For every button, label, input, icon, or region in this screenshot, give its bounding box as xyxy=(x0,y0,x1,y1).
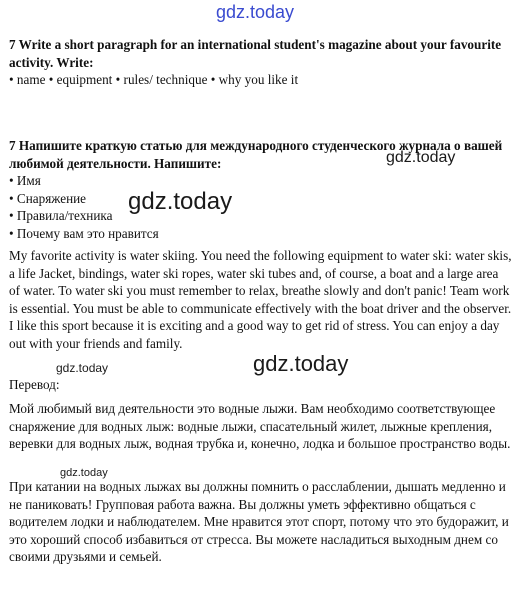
answer-english xyxy=(9,247,512,352)
translation-text: При катании на водных лыжах вы должны помнить о расслаблении, дышать медленно и не паниковать! Групповая работа важна. Вы должны уметь эффективно общаться с водителем лодки и наблюдателем. Мне нравится этот спорт, потому что это будоражит, и это хороший способ избавиться от стресса. Вы можете насладиться выходным днем со своими друзьями и семьей. xyxy=(9,479,509,564)
task-russian-title: 7 Напишите краткую статью для международного студенческого журнала о вашей любимой деятельности. Напишите: xyxy=(9,138,503,171)
translation-paragraph xyxy=(9,400,512,453)
watermark-logo: gdz.today xyxy=(128,188,233,215)
task-russian-item: • Почему вам это нравится xyxy=(9,225,159,241)
translation-label: Перевод: xyxy=(9,377,60,392)
translation-paragraph xyxy=(9,478,512,566)
task-english-points: • name • equipment • rules/ technique • why you like it xyxy=(9,72,299,87)
watermark-logo: gdz.today xyxy=(60,467,108,479)
task-english xyxy=(9,36,512,89)
answer-english-text: My favorite activity is water skiing. You need the following equipment to water ski: water skis, a life Jacket, bindings, water ski ropes, water ski tubes and, of course, a boat and a large area of water. To water ski you must remember to relax, breathe slowly and don't panic! Team work is essential. You must be able to communicate effectively with the boat driver and the observer. I like this sport because it is exciting and a good way to get rid of stress. You can enjoy a day out with your friends and family. xyxy=(9,248,512,351)
task-russian-item: • Правила/техника xyxy=(9,208,113,223)
task-english-title: 7 Write a short paragraph for an international student's magazine about your favourite activity. Write: xyxy=(9,37,502,70)
translation-label-block xyxy=(9,376,512,394)
watermark-logo: gdz.today xyxy=(56,361,109,375)
watermark-logo: gdz.today xyxy=(216,2,295,22)
watermark-logo: gdz.today xyxy=(386,149,456,166)
task-russian-item: • Снаряжение xyxy=(9,190,87,206)
watermark-logo: gdz.today xyxy=(253,351,349,376)
task-russian-item: • Имя xyxy=(9,173,41,188)
translation-text: Мой любимый вид деятельности это водные лыжи. Вам необходимо соответствующее снаряжение для водных лыж: водные лыжи, спасательный жилет, лыжные крепления, веревки для водных лыж, водная трубка и, конечно, лодка и большое пространство воды. xyxy=(9,401,511,451)
